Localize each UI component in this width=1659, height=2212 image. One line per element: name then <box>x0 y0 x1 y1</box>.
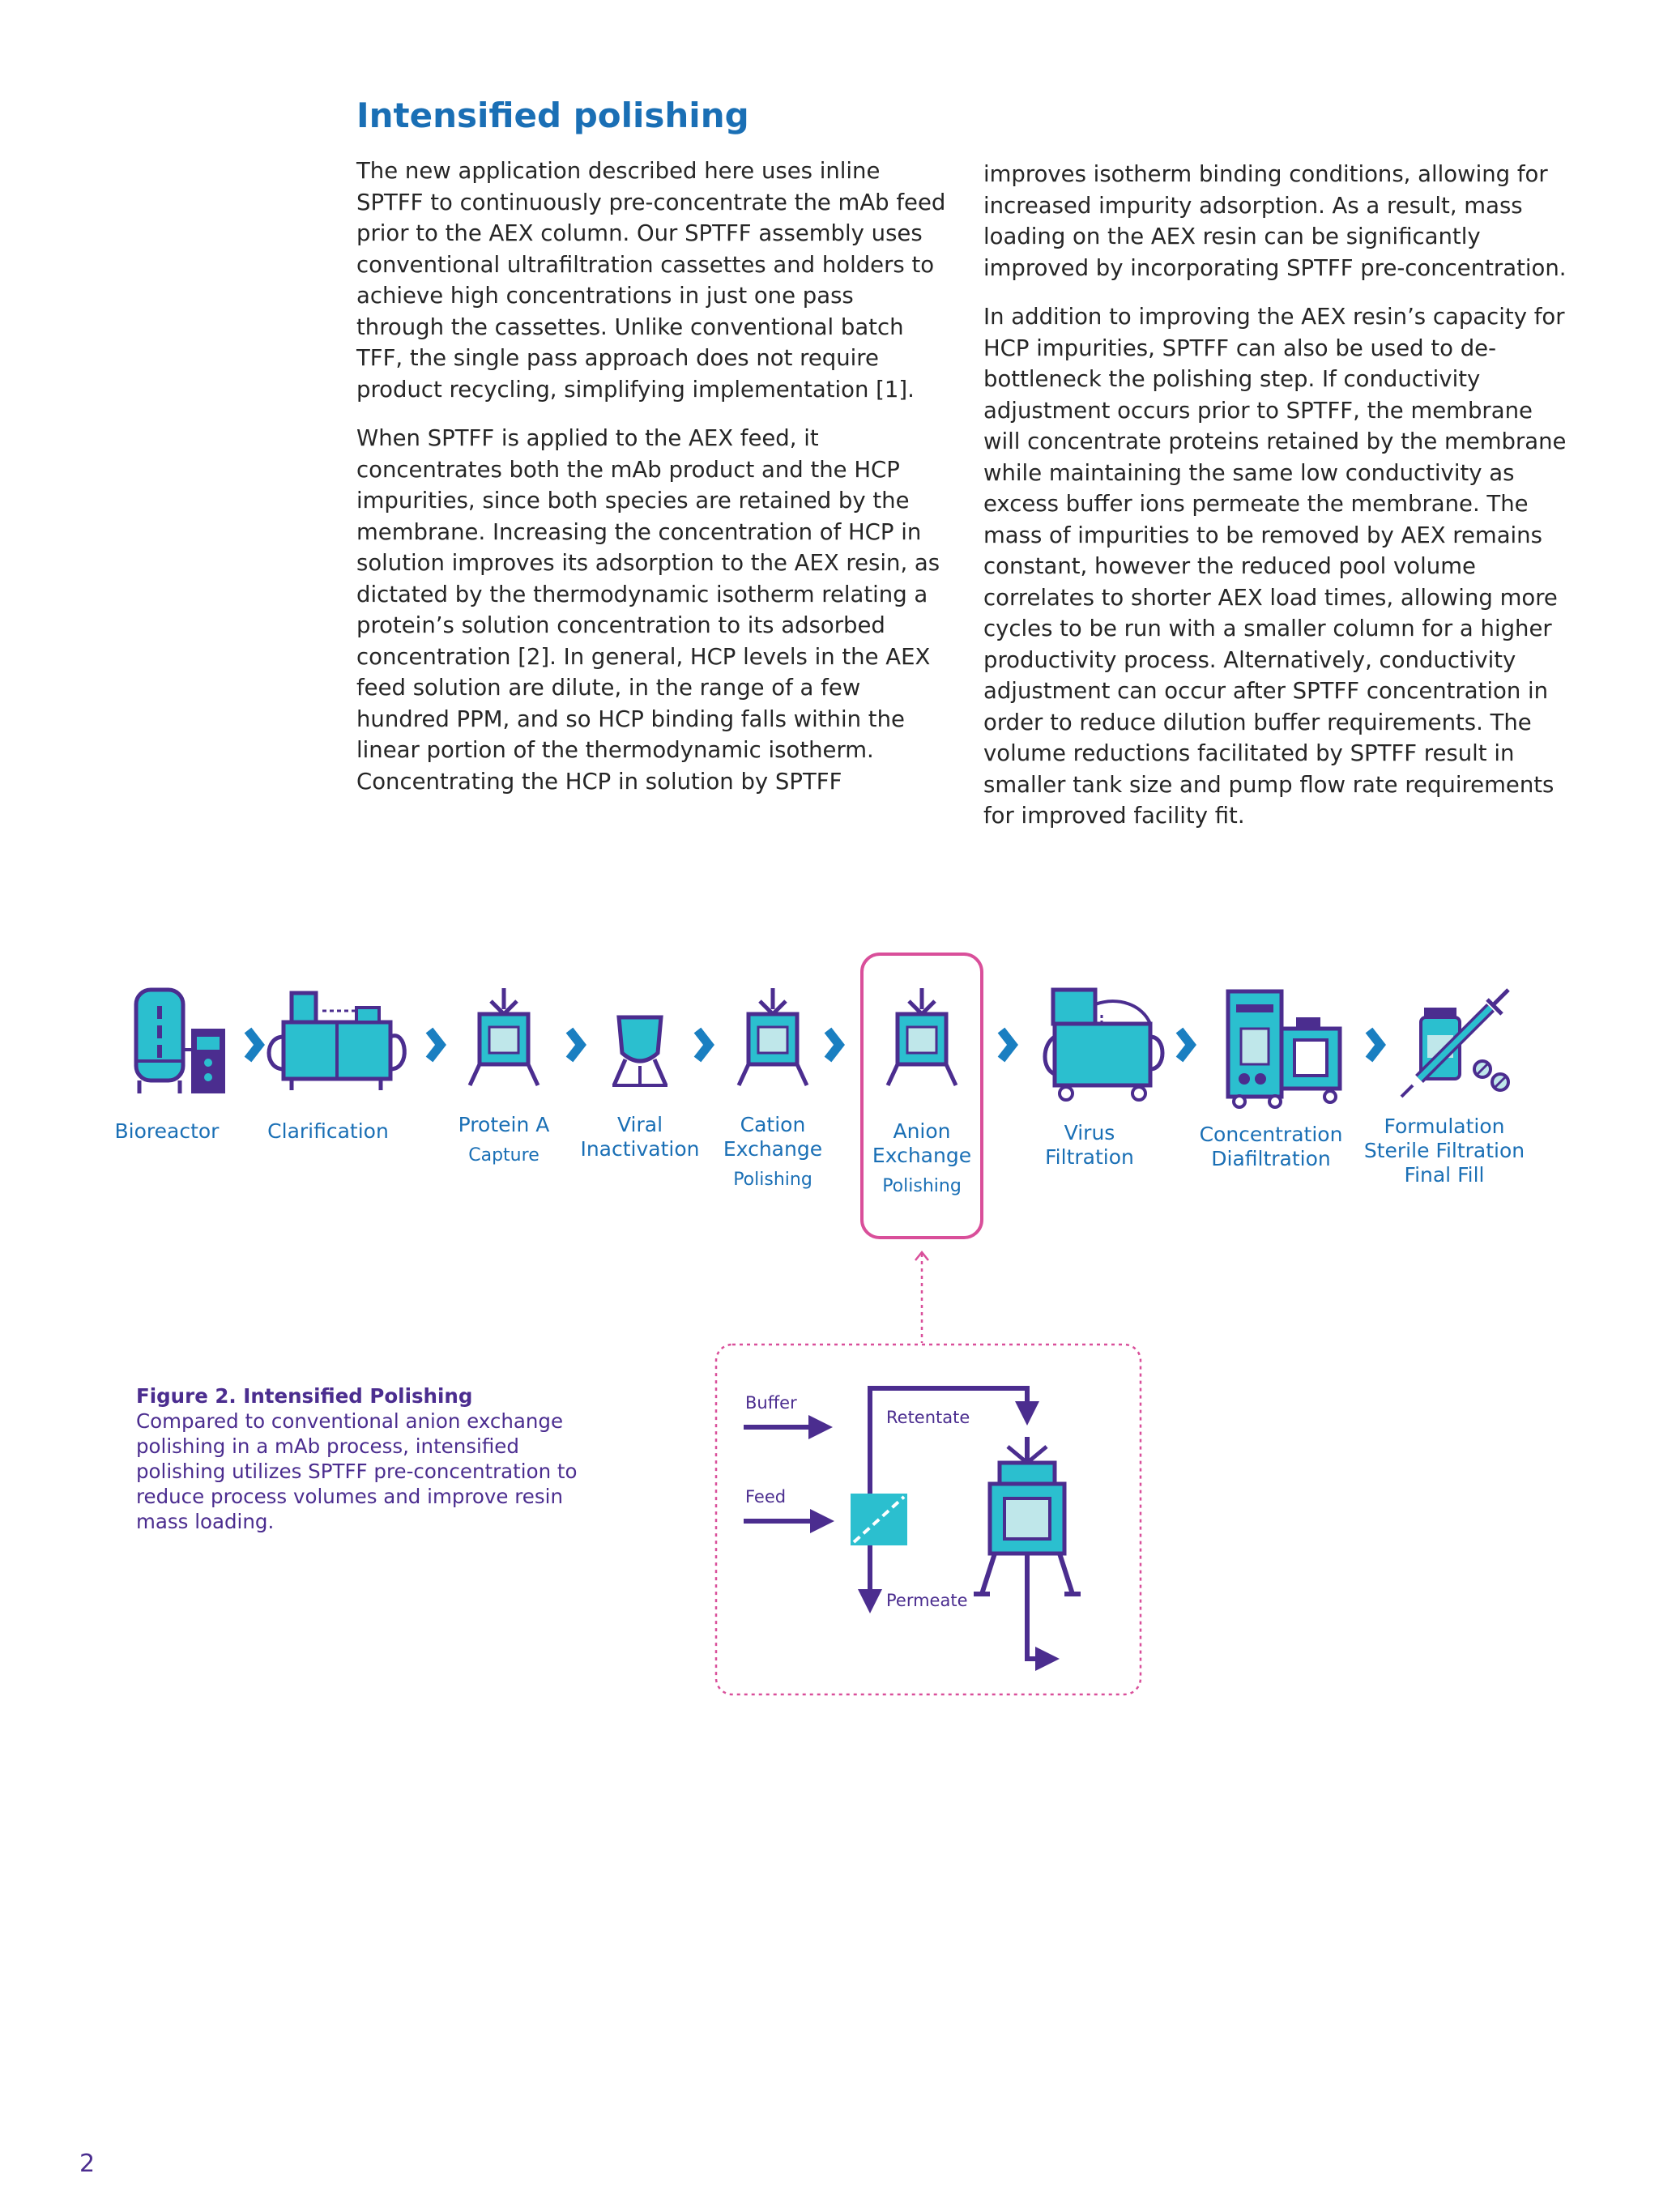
paragraph: The new application described here uses inline SPTFF to continuously pre-concentrate the mAb feed prior to the AEX column. Our SPTFF assembly uses conventional ultrafiltration cassettes and holders to achieve high concentrations in just one pass through the cassettes. Unlike conventional batch TFF, the single pass approach does not require product recycling, simplifying implementation [1]. <box>356 158 946 403</box>
chevron-right-icon <box>248 1030 259 1059</box>
paragraph: improves isotherm binding conditions, allowing for increased impurity adsorption. As a result, mass loading on the AEX resin can be significantly improved by incorporating SPTFF pre-concentration. <box>983 161 1567 281</box>
tff-system-icon <box>1228 991 1340 1107</box>
process-diagram <box>0 940 1659 1701</box>
chevron-right-icon <box>569 1030 581 1059</box>
step-label-anion-exchange: Anion Exchange Polishing <box>872 1119 972 1196</box>
permeate-label: Permeate <box>886 1591 968 1610</box>
vial-syringe-icon <box>1401 990 1508 1097</box>
page-heading: Intensified polishing <box>356 96 749 135</box>
paragraph: In addition to improving the AEX resin’s capacity for HCP impurities, SPTFF can also be used to de-bottleneck the polishing step. If conductivity adjustment occurs prior to SPTFF, the membrane will concentrate proteins retained by the membrane while maintaining the same low conductivity as excess buffer ions permeate the membrane. The mass of impurities to be removed by AEX remains constant, however the reduced pool volume correlates to shorter AEX load times, allowing more cycles to be run with a smaller column for a higher productivity process. Alternatively, conductivity adjustment can occur after SPTFF concentration in order to reduce dilution buffer requirements. The volume reductions facilitated by SPTFF result in smaller tank size and pump flow rate requirements for improved facility fit. <box>983 304 1567 829</box>
step-label-virus-filtration: Virus Filtration <box>1045 1121 1134 1169</box>
buffer-label: Buffer <box>745 1393 797 1413</box>
chevron-right-icon <box>697 1030 709 1059</box>
chevron-right-icon <box>1369 1030 1380 1059</box>
chevron-right-icon <box>1001 1030 1013 1059</box>
bioreactor-icon <box>136 990 225 1093</box>
process-diagram-graphics <box>0 940 1659 1701</box>
figure-caption-text: Compared to conventional anion exchange polishing in a mAb process, intensified polishing utilizes SPTFF pre-concentration to reduce process volumes and improve resin mass loading. <box>136 1409 578 1533</box>
text-column-right <box>983 159 1575 850</box>
anion-exchange-column-icon <box>888 988 956 1085</box>
paragraph: When SPTFF is applied to the AEX feed, it concentrates both the mAb product and the HCP impurities, since both species are retained by the membrane. Increasing the concentration of HCP in solution improves its adsorption to the AEX resin, as dictated by the thermodynamic isotherm relating a protein’s solution concentration to its adsorbed concentration [2]. In general, HCP levels in the AEX feed solution are dilute, in the range of a few hundred PPM, and so HCP binding falls within the linear portion of the thermodynamic isotherm. Concentrating the HCP in solution by SPTFF <box>356 425 940 795</box>
step-label-cation-exchange: Cation Exchange Polishing <box>723 1113 823 1190</box>
chevron-right-icon <box>828 1030 839 1059</box>
sptff-schematic <box>744 1388 1081 1659</box>
retentate-label: Retentate <box>886 1408 970 1427</box>
feed-label: Feed <box>745 1487 787 1507</box>
step-label-viral-inactivation: Viral Inactivation <box>580 1113 700 1161</box>
page-number: 2 <box>79 2150 96 2178</box>
cation-exchange-column-icon <box>739 988 807 1085</box>
centrifuge-icon <box>269 993 404 1090</box>
step-label-concentration: Concentration Diafiltration <box>1199 1123 1343 1170</box>
figure-caption-title: Figure 2. Intensified Polishing <box>136 1384 473 1408</box>
step-label-clarification: Clarification <box>267 1119 389 1143</box>
chevron-right-icon <box>1179 1030 1191 1059</box>
figure-caption <box>136 1383 590 1534</box>
text-column-left <box>356 156 948 815</box>
step-label-bioreactor: Bioreactor <box>114 1119 220 1143</box>
step-label-formulation: Formulation Sterile Filtration Final Fill <box>1363 1115 1525 1187</box>
virus-filtration-skid-icon <box>1045 990 1162 1100</box>
step-label-protein-a: Protein A Capture <box>458 1113 550 1166</box>
chevron-right-icon <box>429 1030 441 1059</box>
viral-inactivation-tank-icon <box>612 1017 667 1085</box>
protein-a-column-icon <box>470 988 538 1085</box>
